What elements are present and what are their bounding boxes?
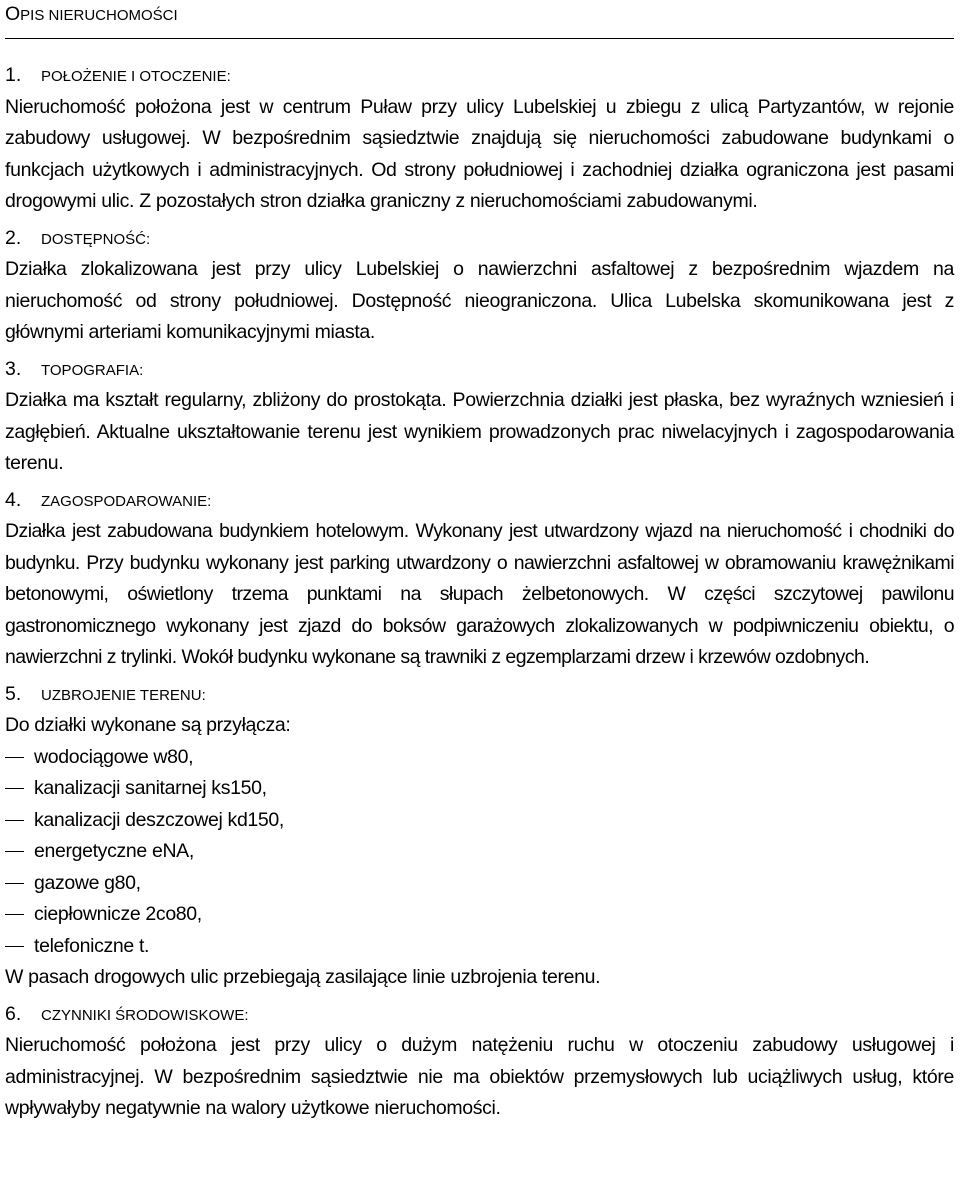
section-number: 3. (5, 357, 22, 380)
list-item-text: kanalizacji deszczowej kd150, (34, 808, 284, 831)
document-title: OPIS NIERUCHOMOŚCI (5, 3, 178, 25)
section-text: Nieruchomość położona jest w centrum Puław przy ulicy Lubelskiej u zbiegu z ulicą Partyzantów, w rejonie zabudowy usługowej. W bezpośrednim sąsiedztwie znajdują się nieruchomości zabudowane budynkami o funkcjach użytkowych i administracyjnych. Od strony południowej i zachodniej działka ograniczona jest pasami drogowymi ulic. Z pozostałych stron działka graniczny z nieruchomościami zabudowanymi. (5, 95, 954, 212)
section-heading (5, 485, 954, 517)
section-heading (5, 223, 954, 255)
section-number: 1. (5, 64, 22, 86)
dash-bullet-icon (5, 851, 24, 852)
section-text: Działka zlokalizowana jest przy ulicy Lubelskiej o nawierzchni asfaltowej z bezpośrednim wjazdem na nieruchomość od strony południowej. Dostępność nieograniczona. Ulica Lubelska skomunikowana jest z głównymi arteriami komunikacyjnymi miasta. (5, 258, 954, 343)
section-environment (5, 999, 954, 1125)
section-title: ZAGOSPODAROWANIE: (41, 492, 212, 510)
section-number: 2. (5, 226, 22, 249)
list-item (5, 773, 954, 805)
list-item-text: telefoniczne t. (34, 934, 150, 957)
dash-bullet-icon (5, 946, 24, 947)
utilities-list (5, 742, 954, 963)
utilities-intro: Do działki wykonane są przyłącza: (5, 714, 291, 736)
section-title: CZYNNIKI ŚRODOWISKOWE: (41, 1006, 249, 1024)
section-location (5, 60, 954, 218)
section-utilities (5, 679, 954, 994)
section-text: Działka ma kształt regularny, zbliżony do prostokąta. Powierzchnia działki jest płaska, bez wyraźnych wzniesień i zagłębień. Aktualne ukształtowanie terenu jest wynikiem prowadzonych prac niwelacyjnych i zagospodarowania terenu. (5, 389, 954, 474)
list-item (5, 742, 954, 774)
section-number: 5. (5, 682, 22, 705)
list-item-text: gazowe g80, (34, 871, 141, 894)
title-divider (5, 38, 954, 39)
dash-bullet-icon (5, 914, 24, 915)
section-development (5, 485, 954, 674)
list-item (5, 868, 954, 900)
section-title: DOSTĘPNOŚĆ: (41, 230, 151, 248)
list-item (5, 899, 954, 931)
list-item-text: wodociągowe w80, (34, 745, 194, 768)
list-item-text: energetyczne eNA, (34, 840, 194, 862)
section-text: Działka jest zabudowana budynkiem hotelowym. Wykonany jest utwardzony wjazd na nieruchomość i chodniki do budynku. Przy budynku wykonany jest parking utwardzony o nawierzchni asfaltowej w obramowaniu krawężnikami betonowymi, oświetlony trzema punktami na słupach żelbetonowych. W części szczytowej pawilonu gastronomicznego wykonany jest zjazd do boksów garażowych zlokalizowanych w podpiwniczeniu obiektu, o nawierzchni z trylinki. Wokół budynku wykonane są trawniki z egzemplarzami drzew i krzewów ozdobnych. (5, 520, 954, 668)
list-item (5, 805, 954, 837)
dash-bullet-icon (5, 820, 24, 821)
dash-bullet-icon (5, 788, 24, 789)
list-item (5, 836, 954, 868)
section-title: UZBROJENIE TERENU: (41, 686, 206, 704)
section-heading (5, 354, 954, 386)
section-heading (5, 60, 954, 92)
section-heading (5, 999, 954, 1031)
section-text: Nieruchomość położona jest przy ulicy o dużym natężeniu ruchu w otoczeniu zabudowy usługowej i administracyjnej. W bezpośrednim sąsiedztwie nie ma obiektów przemysłowych lub uciążliwych usług, które wpływałyby negatywnie na walory użytkowe nieruchomości. (5, 1034, 954, 1119)
dash-bullet-icon (5, 883, 24, 884)
section-title: POŁOŻENIE I OTOCZENIE: (41, 68, 231, 85)
section-heading (5, 679, 954, 711)
section-topography (5, 354, 954, 480)
section-title: TOPOGRAFIA: (41, 361, 144, 379)
section-accessibility (5, 223, 954, 349)
utilities-note: W pasach drogowych ulic przebiegają zasilające linie uzbrojenia terenu. (5, 966, 601, 988)
section-number: 6. (5, 1002, 22, 1025)
list-item-text: ciepłownicze 2co80, (34, 903, 202, 925)
list-item-text: kanalizacji sanitarnej ks150, (34, 777, 267, 799)
section-number: 4. (5, 488, 22, 511)
list-item (5, 931, 954, 963)
dash-bullet-icon (5, 757, 24, 758)
